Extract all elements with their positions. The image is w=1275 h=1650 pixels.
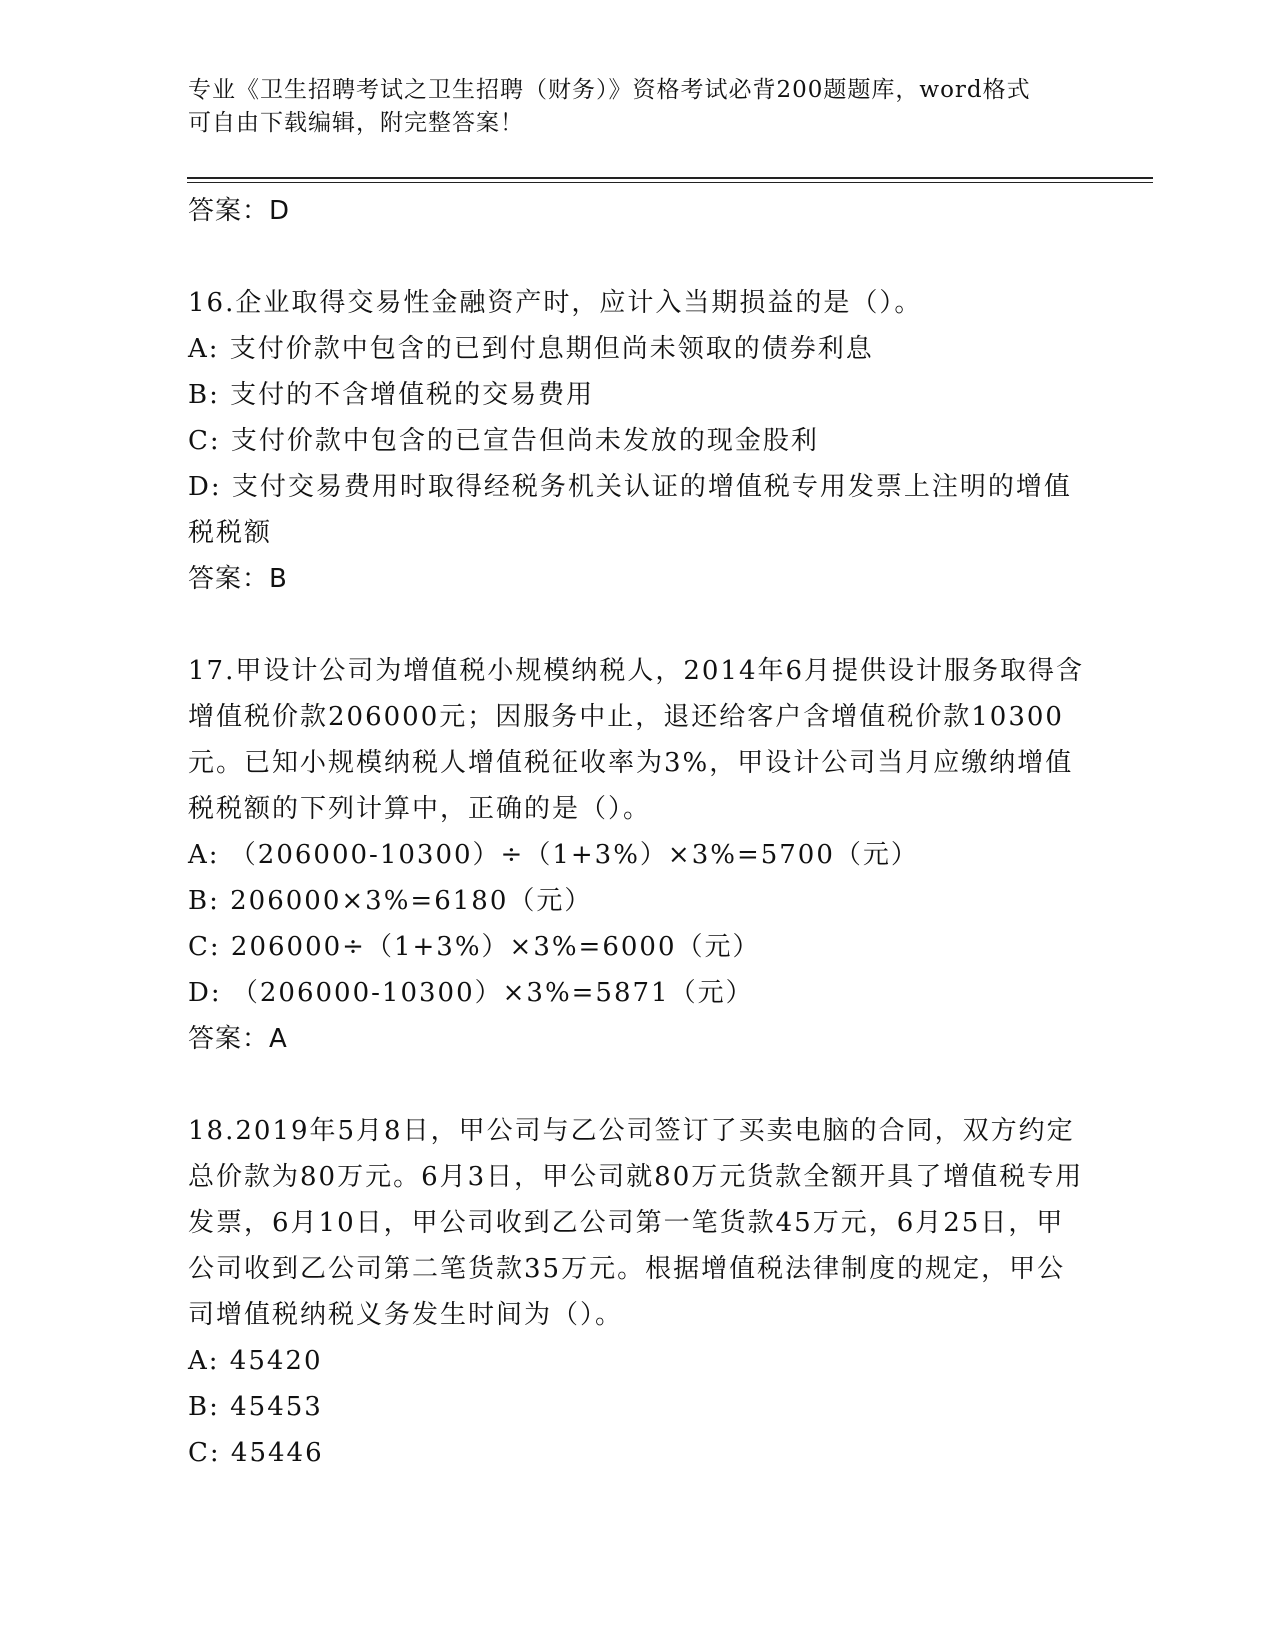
question-17 (188, 648, 1088, 1062)
option-a: A: 支付价款中包含的已到付息期但尚未领取的债券利息 (188, 334, 874, 364)
header-title-line1: 专业《卫生招聘考试之卫生招聘（财务）》资格考试必背200题题库，word格式 (188, 77, 1031, 103)
question-16 (188, 280, 1088, 602)
question-stem: 18.2019年5月8日，甲公司与乙公司签订了买卖电脑的合同，双方约定总价款为80万元。6月3日，甲公司就80万元货款全额开具了增值税专用发票，6月10日，甲公司收到乙公司第一笔货款45万元，6月25日，甲公司收到乙公司第二笔货款35万元。根据增值税法律制度的规定，甲公司增值税纳税义务发生时间为（）。 (188, 1116, 1084, 1330)
option-a: A: （206000-10300）÷（1+3%）×3%=5700（元） (188, 840, 919, 870)
option-d: D: （206000-10300）×3%=5871（元） (188, 978, 754, 1008)
option-c: C: 支付价款中包含的已宣告但尚未发放的现金股利 (188, 426, 819, 456)
question-stem: 16.企业取得交易性金融资产时，应计入当期损益的是（）。 (188, 288, 923, 318)
answer-line: 答案：B (188, 564, 288, 594)
page-header (188, 74, 1068, 140)
header-divider-thin (187, 182, 1153, 183)
option-a: A: 45420 (188, 1346, 323, 1376)
option-c: C: 206000÷（1+3%）×3%=6000（元） (188, 932, 761, 962)
question-18 (188, 1108, 1088, 1476)
previous-answer: 答案：D (188, 196, 291, 226)
option-b: B: 45453 (188, 1392, 323, 1422)
option-b: B: 206000×3%=6180（元） (188, 886, 593, 916)
answer-line: 答案：A (188, 1024, 288, 1054)
option-c: C: 45446 (188, 1438, 324, 1468)
option-d: D: 支付交易费用时取得经税务机关认证的增值税专用发票上注明的增值税税额 (188, 472, 1072, 548)
option-b: B: 支付的不含增值税的交易费用 (188, 380, 595, 410)
question-list (188, 188, 1088, 1476)
question-stem: 17.甲设计公司为增值税小规模纳税人，2014年6月提供设计服务取得含增值税价款206000元；因服务中止，退还给客户含增值税价款10300元。已知小规模纳税人增值税征收率为3%，甲设计公司当月应缴纳增值税税额的下列计算中，正确的是（）。 (188, 656, 1085, 824)
header-divider (187, 177, 1153, 179)
header-title-line2: 可自由下载编辑，附完整答案！ (188, 110, 524, 136)
